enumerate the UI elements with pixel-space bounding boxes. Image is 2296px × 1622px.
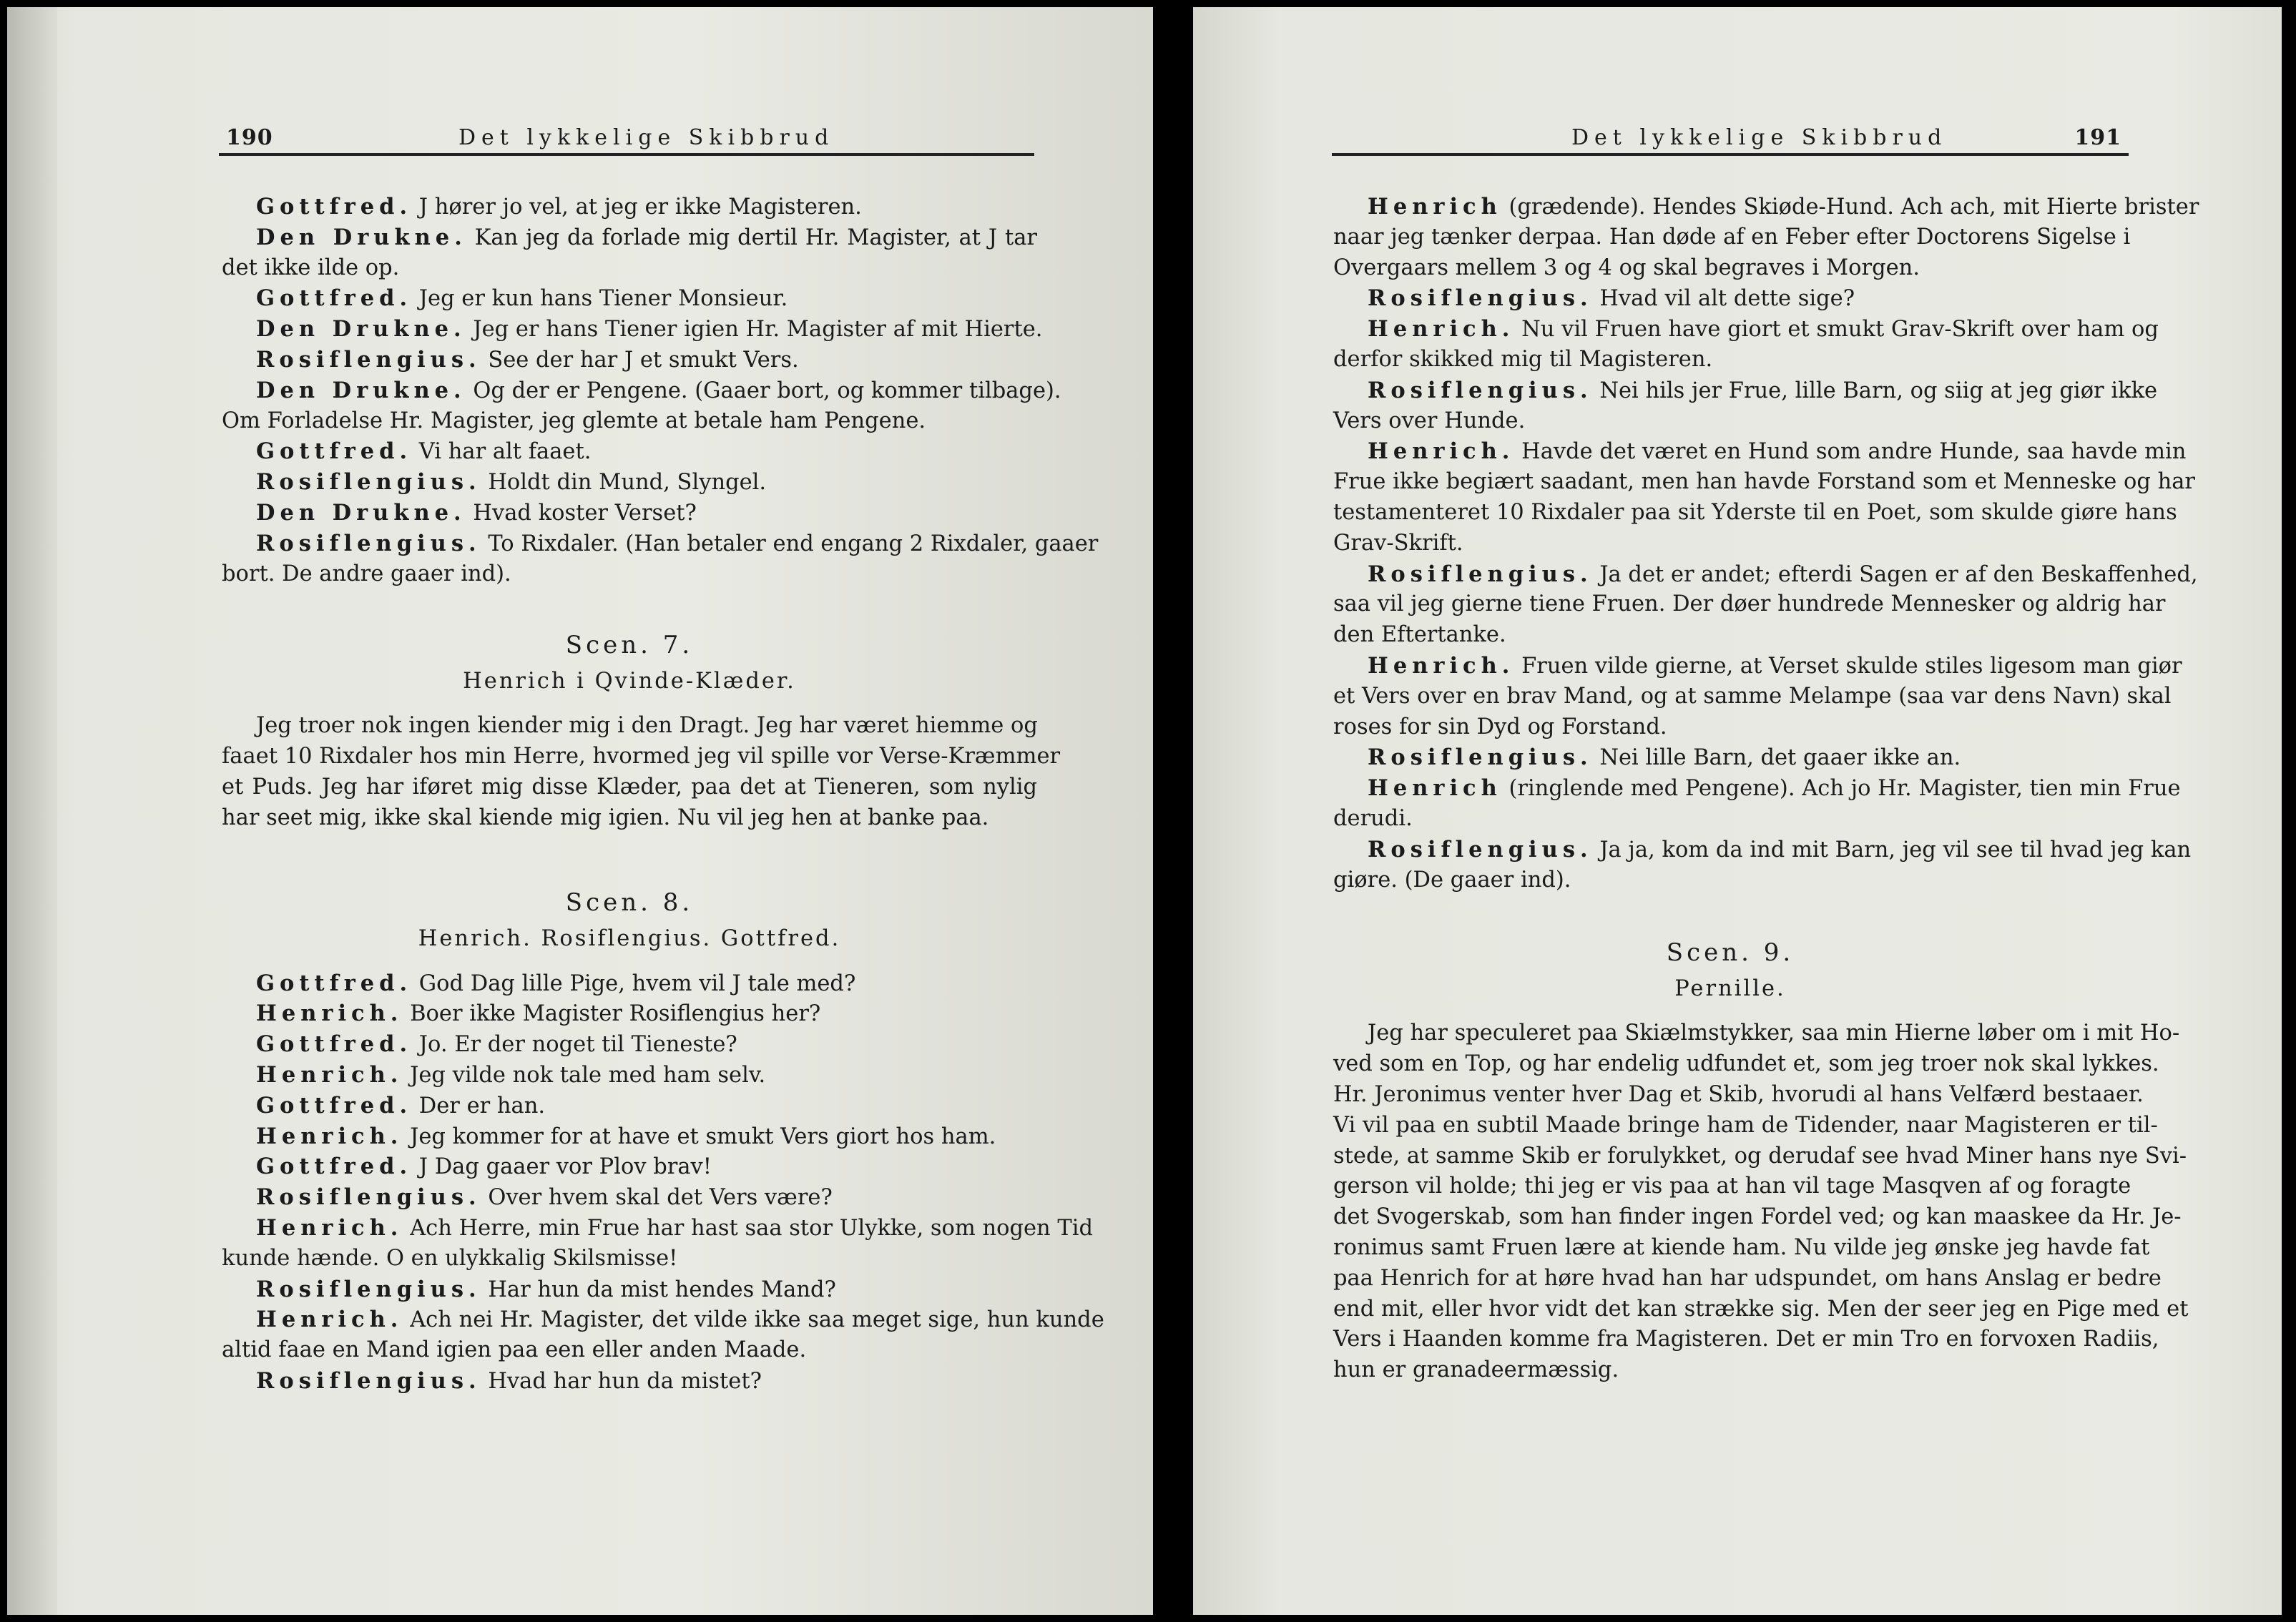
- speaker-name: Den Drukne.: [256, 377, 466, 403]
- line-text: God Dag lille Pige, hvem vil J tale med?: [412, 970, 856, 996]
- line-text: Ja ja, kom da ind mit Barn, jeg vil see til hvad jeg kan: [1592, 837, 2192, 862]
- page-number: 191: [2074, 125, 2121, 150]
- line-text: Overgaars mellem 3 og 4 og skal begraves i Morgen.: [1333, 255, 1920, 280]
- line-text: ved som en Top, og har endelig udfundet et, som jeg troer nok skal lykkes.: [1333, 1051, 2159, 1077]
- line-text: roses for sin Dyd og Forstand.: [1333, 714, 1667, 739]
- line-text: ronimus samt Fruen lære at kiende ham. Nu vilde jeg ønske jeg havde fat: [1333, 1234, 2150, 1260]
- text-line: [222, 1060, 1037, 1091]
- speaker-name: Rosiflengius.: [1368, 377, 1593, 403]
- line-text: den Eftertanke.: [1333, 622, 1506, 648]
- text-line: [222, 1182, 1037, 1213]
- page-stack-edge: [7, 7, 57, 1615]
- text-line: [1333, 253, 2127, 284]
- speaker-name: Henrich: [1368, 775, 1502, 802]
- text-line: [1333, 467, 2195, 498]
- speaker-name: Henrich.: [1368, 316, 1515, 343]
- speaker-name: Henrich.: [256, 1061, 403, 1088]
- line-text: Ach nei Hr. Magister, det vilde ikke saa meget sige, hun kunde: [403, 1307, 1104, 1333]
- speaker-name: Gottfred.: [256, 1031, 413, 1058]
- line-text: har seet mig, ikke skal kiende mig igien. Nu vil jeg hen at banke paa.: [222, 805, 989, 830]
- text-line: [1333, 835, 2192, 865]
- speaker-name: Henrich.: [256, 1123, 403, 1149]
- text-line: [1333, 192, 2199, 222]
- scene-characters: Henrich i Qvinde-Klæder.: [463, 669, 796, 694]
- line-text: Jeg har speculeret paa Skiælmstykker, saa min Hierne løber om i mit Ho-: [1368, 1021, 2180, 1046]
- line-text: giøre. (De gaaer ind).: [1333, 867, 1571, 893]
- text-line: [222, 998, 1037, 1029]
- text-line: [1333, 1324, 2159, 1355]
- text-line: [222, 742, 1061, 772]
- scene-heading: Scen. 8.: [565, 888, 694, 917]
- line-text: derfor skikked mig til Magisteren.: [1333, 346, 1713, 372]
- text-line: [222, 1091, 1037, 1121]
- page-body: [1333, 192, 2199, 1386]
- speaker-name: Henrich.: [256, 1307, 403, 1333]
- page-body: [222, 192, 1104, 1397]
- line-text: Nei lille Barn, det gaaer ikke an.: [1592, 745, 1961, 771]
- speaker-name: Rosiflengius.: [1368, 285, 1593, 312]
- speaker-name: Henrich.: [1368, 652, 1515, 679]
- text-line: [1333, 1141, 2187, 1172]
- page-header: [219, 122, 1034, 156]
- text-line: [1333, 712, 2127, 743]
- line-text: Har hun da mist hendes Mand?: [481, 1277, 836, 1302]
- text-line: [1333, 1018, 2180, 1049]
- line-text: Jo. Er der noget til Tieneste?: [412, 1032, 737, 1058]
- scene-characters: Pernille.: [1674, 976, 1786, 1002]
- text-line: [222, 559, 1037, 590]
- text-line: [222, 529, 1099, 559]
- text-line: [1333, 865, 2127, 896]
- left-page: [7, 7, 1153, 1615]
- page-header: [1332, 122, 2129, 156]
- line-text: Hr. Jeronimus venter hver Dag et Skib, hvorudi al hans Velfærd bestaaer.: [1333, 1081, 2144, 1107]
- line-text: det ikke ilde op.: [222, 255, 400, 280]
- line-text: J hører jo vel, at jeg er ikke Magisteren.: [412, 195, 862, 220]
- line-text: Jeg er hans Tiener igien Hr. Magister af mit Hierte.: [466, 317, 1043, 343]
- line-text: Jeg vilde nok tale med ham selv.: [403, 1062, 766, 1088]
- speaker-name: Den Drukne.: [256, 316, 466, 343]
- line-text: Hvad vil alt dette sige?: [1592, 286, 1855, 312]
- line-text: (grædende). Hendes Skiøde-Hund. Ach ach, mit Hierte brister: [1501, 195, 2199, 220]
- text-line: [222, 711, 1037, 742]
- line-text: gerson vil holde; thi jeg er vis paa at han vil tage Masqven af og foragte: [1333, 1174, 2131, 1199]
- line-text: paa Henrich for at høre hvad han har udspundet, om hans Anslag er bedre: [1333, 1265, 2162, 1291]
- text-line: [1333, 406, 2127, 437]
- line-text: Grav-Skrift.: [1333, 530, 1463, 556]
- scene-characters: Henrich. Rosiflengius. Gottfred.: [418, 925, 841, 951]
- text-line: [1333, 314, 2159, 345]
- monologue-block: [1333, 1018, 2189, 1386]
- line-text: Og der er Pengene. (Gaaer bort, og kommer tilbage).: [466, 378, 1061, 403]
- line-text: Ach Herre, min Frue har hast saa stor Ulykke, som nogen Tid: [403, 1215, 1094, 1241]
- dialogue-block: [1333, 192, 2199, 895]
- line-text: saa vil jeg gierne tiene Fruen. Der døer hundrede Mennesker og aldrig har: [1333, 591, 2166, 617]
- line-text: hun er granadeermæssig.: [1333, 1357, 1619, 1383]
- scene-heading: Scen. 9.: [1666, 938, 1795, 968]
- text-line: [222, 436, 1037, 467]
- text-line: [222, 1029, 1037, 1060]
- text-line: [1333, 1171, 2131, 1202]
- text-line: [1333, 436, 2187, 467]
- speaker-name: Rosiflengius.: [256, 469, 481, 496]
- line-text: Nei hils jer Frue, lille Barn, og siig at jeg giør ikke: [1592, 378, 2158, 403]
- scene-heading: Scen. 7.: [565, 631, 694, 660]
- speaker-name: Gottfred.: [256, 285, 413, 312]
- line-text: kunde hænde. O en ulykkalig Skilsmisse!: [222, 1245, 678, 1271]
- line-text: Hvad har hun da mistet?: [481, 1368, 762, 1394]
- line-text: Ja det er andet; efterdi Sagen er af den Beskaffenhed,: [1592, 561, 2198, 587]
- text-line: [1333, 773, 2181, 804]
- text-line: [1333, 283, 2127, 314]
- text-line: [1333, 620, 2127, 651]
- text-line: [1333, 345, 2127, 375]
- line-text: To Rixdaler. (Han betaler end engang 2 Rixdaler, gaaer: [481, 531, 1099, 556]
- dialogue-block: [222, 968, 1104, 1397]
- speaker-name: Den Drukne.: [256, 224, 467, 250]
- text-line: [1333, 529, 2127, 559]
- text-line: [1333, 1355, 2127, 1386]
- text-line: [1333, 1049, 2159, 1080]
- speaker-name: Gottfred.: [256, 970, 413, 996]
- line-text: See der har J et smukt Vers.: [481, 347, 799, 373]
- text-line: [1333, 222, 2131, 253]
- text-line: [222, 1121, 1037, 1152]
- right-page: [1193, 7, 2282, 1615]
- speaker-name: Rosiflengius.: [256, 346, 481, 373]
- line-text: (ringlende med Pengene). Ach jo Hr. Magister, tien min Frue: [1501, 776, 2181, 802]
- speaker-name: Henrich.: [256, 1001, 403, 1027]
- text-line: [1333, 804, 2127, 835]
- speaker-name: Rosiflengius.: [256, 1367, 481, 1394]
- speaker-name: Gottfred.: [256, 194, 413, 220]
- line-text: det Svogerskab, som han finder ingen Fordel ved; og kan maaskee da Hr. Je-: [1333, 1204, 2182, 1230]
- running-title: Det lykkelige Skibbrud: [458, 125, 835, 150]
- line-text: Jeg troer nok ingen kiender mig i den Dragt. Jeg har været hiemme og: [256, 713, 1038, 739]
- text-line: [222, 498, 1037, 529]
- text-line: [1333, 589, 2166, 620]
- text-line: [222, 192, 1037, 222]
- speaker-name: Gottfred.: [256, 438, 413, 465]
- text-line: [1333, 651, 2182, 682]
- text-line: [1333, 742, 2127, 773]
- text-line: [222, 1151, 1037, 1182]
- line-text: et Vers over en brav Mand, og at samme Melampe (saa var dens Navn) skal: [1333, 683, 2172, 709]
- speaker-name: Rosiflengius.: [1368, 561, 1593, 587]
- page-number: 190: [226, 125, 273, 150]
- speaker-name: Rosiflengius.: [1368, 836, 1593, 862]
- text-line: [222, 375, 1061, 406]
- dialogue-block: [222, 192, 1099, 589]
- line-text: testamenteret 10 Rixdaler paa sit Yderste til en Poet, som skulde giøre hans: [1333, 499, 2177, 525]
- line-text: Fruen vilde gierne, at Verset skulde stiles ligesom man giør: [1514, 653, 2182, 679]
- line-text: altid faae en Mand igien paa een eller anden Maade.: [222, 1337, 807, 1363]
- text-line: [222, 406, 1037, 437]
- speaker-name: Gottfred.: [256, 1092, 413, 1119]
- text-line: [1333, 559, 2198, 590]
- text-line: [222, 314, 1043, 345]
- text-line: [222, 803, 1037, 834]
- line-text: stede, at samme Skib er forulykket, og derudaf see hvad Miner hans nye Svi-: [1333, 1143, 2187, 1169]
- text-line: [1333, 1233, 2150, 1264]
- line-text: naar jeg tænker derpaa. Han døde af en Feber efter Doctorens Sigelse i: [1333, 224, 2131, 250]
- line-text: Om Forladelse Hr. Magister, jeg glemte at betale ham Pengene.: [222, 408, 926, 433]
- text-line: [222, 283, 1037, 314]
- speaker-name: Henrich.: [1368, 438, 1515, 465]
- running-title: Det lykkelige Skibbrud: [1571, 125, 1948, 150]
- speaker-name: Henrich: [1368, 194, 1502, 220]
- text-line: [1333, 1264, 2162, 1294]
- line-text: Vi har alt faaet.: [412, 439, 592, 465]
- text-line: [222, 968, 1037, 999]
- line-text: Vers over Hunde.: [1333, 408, 1526, 433]
- line-text: J Dag gaaer vor Plov brav!: [412, 1154, 712, 1180]
- text-line: [222, 1213, 1094, 1244]
- text-line: [222, 1304, 1104, 1335]
- text-line: [222, 222, 1037, 253]
- line-text: Over hvem skal det Vers være?: [481, 1185, 833, 1211]
- line-text: Der er han.: [412, 1093, 546, 1119]
- text-line: [222, 1335, 1037, 1366]
- text-line: [222, 1274, 1037, 1305]
- text-line: [1333, 1111, 2158, 1141]
- line-text: Nu vil Fruen have giort et smukt Grav-Skrift over ham og: [1514, 317, 2159, 343]
- line-text: Frue ikke begiært saadant, men han havde Forstand som et Menneske og har: [1333, 469, 2195, 495]
- line-text: Jeg kommer for at have et smukt Vers giort hos ham.: [403, 1124, 996, 1149]
- line-text: Jeg er kun hans Tiener Monsieur.: [412, 286, 788, 312]
- line-text: Hvad koster Verset?: [466, 500, 697, 526]
- line-text: derudi.: [1333, 805, 1413, 831]
- text-line: [1333, 498, 2177, 529]
- line-text: bort. De andre gaaer ind).: [222, 561, 511, 586]
- speaker-name: Gottfred.: [256, 1154, 413, 1180]
- text-line: [1333, 1202, 2182, 1233]
- text-line: [222, 253, 1037, 284]
- line-text: faaet 10 Rixdaler hos min Herre, hvormed jeg vil spille vor Verse-Kræmmer: [222, 744, 1061, 770]
- line-text: end mit, eller hvor vidt det kan strække sig. Men der seer jeg en Pige med et: [1333, 1296, 2189, 1322]
- speaker-name: Rosiflengius.: [256, 1184, 481, 1211]
- speaker-name: Rosiflengius.: [256, 530, 481, 556]
- speaker-name: Den Drukne.: [256, 499, 466, 526]
- speaker-name: Rosiflengius.: [256, 1276, 481, 1302]
- line-text: Vi vil paa en subtil Maade bringe ham de Tidender, naar Magisteren er til-: [1333, 1112, 2158, 1138]
- line-text: et Puds. Jeg har iføret mig disse Klæder, paa det at Tieneren, som nylig: [222, 774, 1037, 800]
- text-line: [1333, 1080, 2144, 1111]
- speaker-name: Henrich.: [256, 1214, 403, 1241]
- speaker-name: Rosiflengius.: [1368, 744, 1593, 771]
- line-text: Holdt din Mund, Slyngel.: [481, 470, 767, 496]
- text-line: [222, 467, 1037, 498]
- text-line: [1333, 682, 2172, 712]
- text-line: [222, 345, 1037, 375]
- line-text: Boer ikke Magister Rosiflengius her?: [403, 1001, 821, 1027]
- line-text: Vers i Haanden komme fra Magisteren. Det er min Tro en forvoxen Radiis,: [1333, 1327, 2159, 1352]
- line-text: Kan jeg da forlade mig dertil Hr. Magister, at J tar: [466, 225, 1037, 250]
- text-line: [1333, 375, 2158, 406]
- text-line: [222, 1366, 1037, 1397]
- text-line: [222, 1244, 1037, 1274]
- text-line: [1333, 1294, 2189, 1325]
- text-line: [222, 772, 1037, 803]
- line-text: Havde det været en Hund som andre Hunde, saa havde min: [1514, 439, 2187, 465]
- monologue-block: [222, 711, 1061, 833]
